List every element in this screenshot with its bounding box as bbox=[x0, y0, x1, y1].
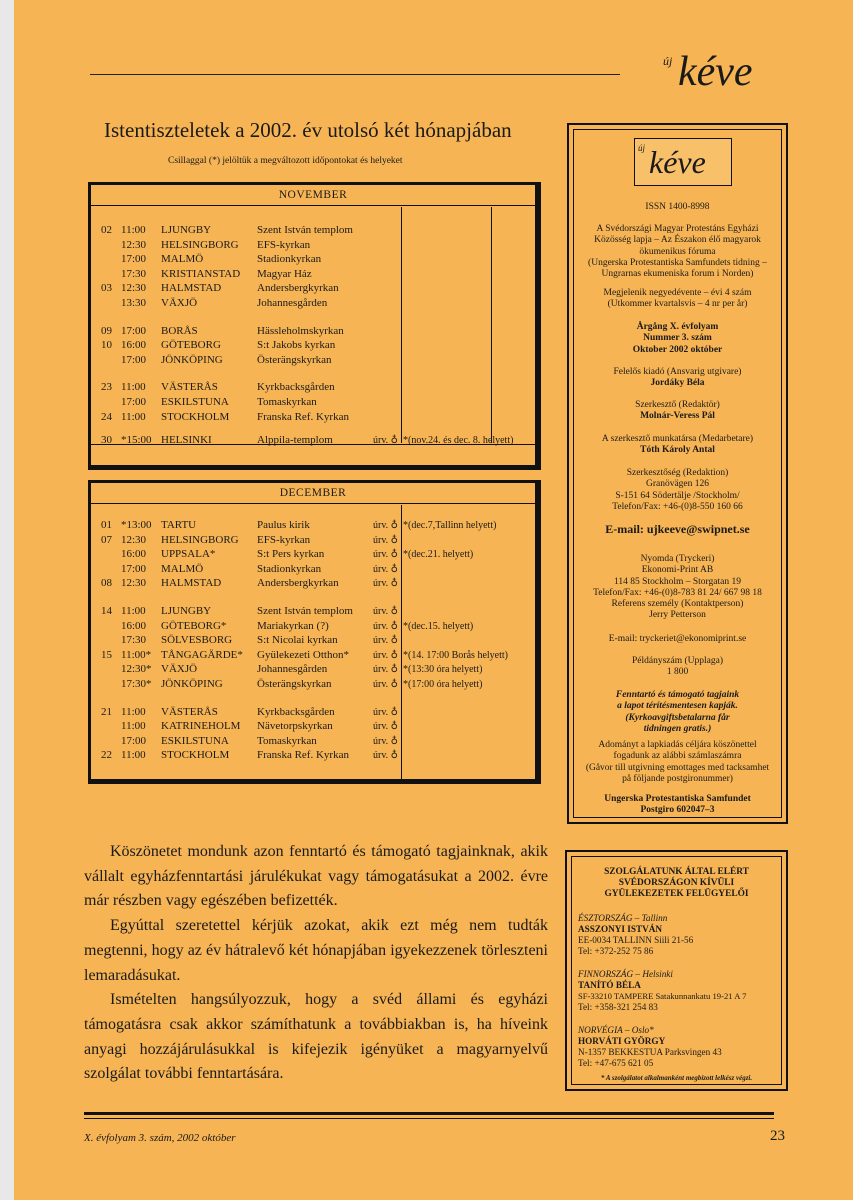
masthead-line: fogadunk az alábbi számlaszámra bbox=[613, 751, 742, 762]
row-time: 11:00 bbox=[121, 410, 146, 423]
masthead-line: S-151 64 Södertälje /Stockholm/ bbox=[615, 490, 740, 501]
row-place: Magyar Ház bbox=[257, 267, 312, 280]
row-time: 17:00 bbox=[121, 396, 147, 408]
row-place: EFS-kyrkan bbox=[257, 238, 311, 251]
row-place: S:t Nicolai kyrkan bbox=[257, 634, 338, 647]
schedule-row bbox=[91, 734, 535, 749]
masthead-line: tidningen gratis.) bbox=[643, 723, 712, 734]
footer-rule-thick bbox=[84, 1112, 774, 1115]
row-communion: úrv. ♁ bbox=[373, 620, 399, 632]
pastor-address: SF-33210 TAMPERE Satakunnankatu 19-21 A 7 bbox=[578, 991, 747, 1001]
row-place: Stadionkyrkan bbox=[257, 562, 322, 575]
row-time: 13:30 bbox=[121, 297, 147, 309]
masthead-line: a lapot térítésmentesen kapják. bbox=[617, 701, 738, 712]
row-note: *(dec.7,Tallinn helyett) bbox=[403, 520, 497, 531]
row-time: 16:00 bbox=[121, 619, 147, 632]
schedule-row bbox=[91, 533, 535, 548]
pastor-address: EE-0034 TALLINN Siili 21-56 bbox=[578, 935, 694, 945]
masthead-line: (Ungerska Protestantiska Samfundets tidning – bbox=[588, 257, 767, 268]
masthead-line: 114 85 Stockholm – Storgatan 19 bbox=[614, 576, 741, 587]
row-city: TARTU bbox=[161, 519, 197, 531]
masthead-description bbox=[574, 224, 781, 280]
row-time: 17:00 bbox=[121, 353, 147, 366]
row-time: 17:00 bbox=[121, 562, 147, 575]
row-place: Tomaskyrkan bbox=[257, 734, 317, 747]
footer-rule-thin bbox=[84, 1118, 774, 1119]
schedule-row bbox=[91, 252, 535, 267]
masthead-line: Molnár-Veress Pál bbox=[640, 411, 715, 422]
masthead-box bbox=[567, 123, 788, 824]
masthead-staff bbox=[574, 434, 781, 457]
printer-email[interactable]: E-mail: tryckeriet@ekonomiprint.se bbox=[608, 634, 747, 644]
row-note: *(dec.21. helyett) bbox=[403, 549, 474, 561]
row-time: 17:30 bbox=[121, 634, 147, 647]
pastors-heading-2: SVÉDORSZÁGON KÍVÜLI bbox=[618, 878, 735, 888]
row-city: HELSINGBORG bbox=[161, 238, 239, 251]
row-place: Alppila-templom bbox=[257, 434, 333, 447]
masthead-free-copy-note bbox=[574, 690, 781, 735]
pastors-heading-1: SZOLGÁLATUNK ÁLTAL ELÉRT bbox=[604, 867, 749, 877]
row-day: 21 bbox=[101, 705, 112, 718]
masthead-line: Telefon/Fax: +46-(0)8-550 160 66 bbox=[612, 501, 743, 512]
row-place: Stadionkyrkan bbox=[257, 253, 322, 266]
masthead-line: Årgång X. évfolyam bbox=[636, 322, 719, 332]
row-day: 10 bbox=[101, 339, 112, 352]
row-city: HELSINKI bbox=[161, 434, 212, 447]
pastors-box bbox=[565, 850, 788, 1091]
page-number: 23 bbox=[770, 1128, 785, 1144]
row-time: 11:00 bbox=[121, 720, 146, 733]
row-city: LJUNGBY bbox=[161, 605, 212, 617]
pastor-phone: Tel: +47-675 621 05 bbox=[578, 1058, 654, 1068]
country-estonia: ÉSZTORSZÁG – Tallinn bbox=[578, 913, 668, 923]
body-paragraph: Köszönetet mondunk azon fenntartó és támogató tagjainknak, akik vállalt egyházfenntartási járulékukat vagy támogatásukat a 2002. évre már részben vagy egészében befizették. bbox=[84, 843, 548, 910]
schedule-row bbox=[91, 380, 535, 395]
row-time: 17:00 bbox=[121, 324, 147, 337]
page-title: Istentiszteletek a 2002. év utolsó két hónapjában bbox=[104, 118, 512, 142]
schedule-row bbox=[91, 238, 535, 253]
logo-word: kéve bbox=[678, 49, 753, 95]
row-time: 12:30* bbox=[121, 663, 152, 676]
row-city: JÖNKÖPING bbox=[161, 678, 223, 690]
row-communion: úrv. ♁ bbox=[373, 679, 399, 690]
masthead-line: Referens személy (Kontaktperson) bbox=[611, 599, 744, 610]
body-paragraph: Ismételten hangsúlyozzuk, hogy a svéd állami és egyházi támogatásra csak akkor számíthatunk a továbbiakban is, ha híveink anyagi hozzájárulásukkal is kifejezik igényüket a magyarnyelvű szolgálat további fenntartására. bbox=[84, 991, 548, 1083]
masthead-line: Oktober 2002 október bbox=[632, 344, 723, 355]
row-communion: úrv. ♁ bbox=[373, 664, 399, 676]
masthead-line: Szerkesztőség (Redaktion) bbox=[626, 468, 729, 478]
masthead-line: Postgiro 602047–3 bbox=[640, 805, 715, 816]
row-time: 17:30* bbox=[121, 678, 152, 690]
masthead-donation bbox=[574, 740, 781, 785]
row-day: 01 bbox=[101, 519, 112, 531]
issn: ISSN 1400-8998 bbox=[645, 202, 710, 212]
schedule-row bbox=[91, 748, 535, 763]
schedule-row bbox=[91, 633, 535, 648]
schedule-row bbox=[91, 576, 535, 591]
masthead-frequency bbox=[574, 288, 781, 311]
row-city: HALMSTAD bbox=[161, 282, 222, 295]
pastor-name: ASSZONYI ISTVÁN bbox=[578, 924, 662, 934]
row-communion: úrv. ♁ bbox=[373, 721, 399, 733]
schedule-row bbox=[91, 562, 535, 577]
schedule-row bbox=[91, 338, 535, 353]
row-day: 24 bbox=[101, 410, 112, 423]
row-place: Andersbergkyrkan bbox=[257, 577, 339, 590]
header-rule bbox=[90, 74, 620, 75]
row-time: 11:00 bbox=[121, 224, 146, 236]
row-day: 03 bbox=[101, 282, 112, 295]
row-day: 07 bbox=[101, 533, 112, 546]
masthead-line: (Kyrkoavgiftsbetalarna får bbox=[625, 712, 730, 723]
masthead-line: Jerry Petterson bbox=[649, 610, 706, 621]
row-time: 16:00 bbox=[121, 339, 147, 352]
row-communion: úrv. ♁ bbox=[373, 435, 399, 447]
row-place: Franska Ref. Kyrkan bbox=[257, 410, 349, 423]
row-city: TÅNGAGÄRDE* bbox=[161, 648, 243, 661]
row-time: 11:00 bbox=[121, 705, 146, 718]
schedule-row bbox=[91, 662, 535, 677]
schedule-row bbox=[91, 353, 535, 368]
masthead-logo bbox=[634, 138, 732, 186]
masthead-line: Tóth Károly Antal bbox=[640, 445, 715, 456]
row-city: MALMÖ bbox=[161, 253, 204, 266]
row-note: *(dec.15. helyett) bbox=[403, 620, 474, 632]
pastors-heading-3: GYÜLEKEZETEK FELÜGYELŐI bbox=[604, 889, 749, 899]
row-place: Paulus kirik bbox=[257, 519, 310, 531]
footer-issue: X. évfolyam 3. szám, 2002 október bbox=[84, 1132, 236, 1144]
masthead-line: Ungerska Protestantiska Samfundet bbox=[604, 794, 751, 804]
schedule-row bbox=[91, 677, 535, 692]
row-communion: úrv. ♁ bbox=[373, 750, 399, 762]
row-time: 11:00 bbox=[121, 381, 146, 394]
page-subtitle: Csillaggal (*) jelöltük a megváltozott időpontokat és helyeket bbox=[168, 156, 403, 166]
row-time: 11:00 bbox=[121, 605, 146, 617]
row-place: Andersbergkyrkan bbox=[257, 282, 339, 295]
pastor-phone: Tel: +372-252 75 86 bbox=[578, 946, 654, 956]
row-place: Johannesgården bbox=[257, 297, 328, 309]
schedule-row bbox=[91, 296, 535, 311]
row-city: VÄXJÖ bbox=[161, 297, 198, 309]
row-place: Nävetorpskyrkan bbox=[257, 720, 333, 733]
row-place: Szent István templom bbox=[257, 605, 353, 617]
row-place: Hässleholmskyrkan bbox=[257, 324, 344, 337]
masthead-email[interactable]: E-mail: ujkeeve@swipnet.se bbox=[605, 522, 750, 536]
row-time: 16:00 bbox=[121, 548, 147, 561]
row-city: HELSINGBORG bbox=[161, 533, 239, 546]
masthead-printer bbox=[574, 554, 781, 622]
row-place: Mariakyrkan (?) bbox=[257, 619, 329, 632]
schedule-row bbox=[91, 223, 535, 238]
row-day: 08 bbox=[101, 577, 112, 590]
masthead-line: A Svédországi Magyar Protestáns Egyházi bbox=[596, 224, 759, 234]
row-communion: úrv. ♁ bbox=[373, 520, 399, 531]
row-city: GÖTEBORG bbox=[161, 339, 221, 352]
pastor-name: HORVÁTI GYÖRGY bbox=[578, 1036, 666, 1046]
masthead-line: Felelős kiadó (Ansvarig utgivare) bbox=[613, 367, 742, 377]
pastor-name: TANÍTÓ BÉLA bbox=[578, 980, 641, 990]
row-place: S:t Pers kyrkan bbox=[257, 548, 325, 561]
body-paragraph: Egyúttal szeretettel kérjük azokat, akik ezt még nem tudták megtenni, hogy az év hátralevő két hónapjában igyekezzenek törleszteni lemaradásukat. bbox=[84, 917, 548, 984]
row-city: SÖLVESBORG bbox=[161, 634, 233, 647]
row-day: 22 bbox=[101, 749, 112, 762]
row-place: Tomaskyrkan bbox=[257, 396, 317, 408]
row-time: 17:00 bbox=[121, 253, 147, 266]
masthead-line: (Utkommer kvartalsvis – 4 nr per år) bbox=[607, 299, 748, 310]
row-place: Österängskyrkan bbox=[257, 353, 332, 366]
row-time: 11:00* bbox=[121, 648, 152, 661]
row-note: *(13:30 óra helyett) bbox=[403, 664, 483, 676]
row-city: KATRINEHOLM bbox=[161, 720, 241, 733]
schedule-row bbox=[91, 619, 535, 634]
row-day: 14 bbox=[101, 605, 112, 617]
row-place: Gyülekezeti Otthon* bbox=[257, 648, 349, 661]
row-day: 09 bbox=[101, 324, 112, 337]
schedule-row bbox=[91, 547, 535, 562]
row-day: 02 bbox=[101, 224, 112, 236]
row-city: VÄSTERÅS bbox=[161, 381, 218, 394]
schedule-row bbox=[91, 719, 535, 734]
row-communion: úrv. ♁ bbox=[373, 563, 399, 575]
schedule-row bbox=[91, 648, 535, 663]
pastor-phone: Tel: +358-321 254 83 bbox=[578, 1002, 658, 1012]
masthead-line: 1 800 bbox=[666, 667, 689, 678]
row-city: STOCKHOLM bbox=[161, 749, 230, 762]
masthead-editor bbox=[574, 400, 781, 423]
row-communion: úrv. ♁ bbox=[373, 735, 399, 747]
masthead-line: Telefon/Fax: +46-(0)8-783 81 24/ 667 98 18 bbox=[593, 587, 762, 598]
masthead-logo-prefix: új bbox=[638, 143, 646, 153]
masthead-line: Közösség lapja – Az Északon élő magyarok bbox=[594, 235, 761, 246]
november-schedule-table bbox=[88, 182, 541, 470]
row-city: HALMSTAD bbox=[161, 577, 222, 590]
row-communion: úrv. ♁ bbox=[373, 606, 399, 617]
row-place: S:t Jakobs kyrkan bbox=[257, 339, 336, 352]
masthead-line: på följande postgironummer) bbox=[622, 773, 733, 784]
row-city: STOCKHOLM bbox=[161, 410, 230, 423]
row-city: ESKILSTUNA bbox=[161, 396, 229, 408]
schedule-row bbox=[91, 395, 535, 410]
masthead-line: Példányszám (Upplaga) bbox=[631, 656, 723, 666]
row-place: EFS-kyrkan bbox=[257, 533, 311, 546]
masthead-giro bbox=[574, 794, 781, 817]
masthead-line: Nummer 3. szám bbox=[643, 333, 712, 344]
row-day: 15 bbox=[101, 648, 112, 661]
december-heading: DECEMBER bbox=[91, 483, 535, 504]
schedule-row bbox=[91, 281, 535, 296]
pastors-inner-border bbox=[571, 856, 782, 1085]
schedule-row bbox=[91, 324, 535, 339]
row-place: Szent István templom bbox=[257, 224, 353, 236]
row-city: UPPSALA* bbox=[161, 548, 216, 561]
masthead-publisher bbox=[574, 367, 781, 390]
november-heading: NOVEMBER bbox=[91, 185, 535, 206]
row-city: LJUNGBY bbox=[161, 224, 212, 236]
schedule-row bbox=[91, 410, 535, 425]
row-city: KRISTIANSTAD bbox=[161, 267, 241, 280]
row-time: 12:30 bbox=[121, 577, 147, 590]
masthead-inner-border bbox=[573, 129, 782, 818]
schedule-row bbox=[91, 267, 535, 282]
row-time: *13:00 bbox=[121, 519, 152, 531]
row-time: 12:30 bbox=[121, 282, 147, 295]
row-city: VÄSTERÅS bbox=[161, 705, 218, 718]
row-place: Kyrkbacksgården bbox=[257, 705, 335, 718]
masthead-line: Megjelenik negyedévente – évi 4 szám bbox=[603, 288, 752, 298]
masthead-line: Adományt a lapkiadás céljára köszönettel bbox=[598, 740, 757, 750]
row-time: 12:30 bbox=[121, 533, 147, 546]
masthead-copies bbox=[574, 656, 781, 679]
schedule-row bbox=[91, 705, 535, 720]
country-norway: NORVÉGIA – Oslo* bbox=[578, 1025, 654, 1035]
row-time: *15:00 bbox=[121, 434, 152, 447]
masthead-line: Ekonomi-Print AB bbox=[641, 565, 714, 576]
row-city: BORÅS bbox=[161, 324, 198, 337]
row-city: VÄXJÖ bbox=[161, 663, 198, 676]
country-finland: FINNORSZÁG – Helsinki bbox=[578, 969, 673, 979]
row-note: *(14. 17:00 Borås helyett) bbox=[403, 649, 508, 661]
pastor-address: N-1357 BEKKESTUA Parksvingen 43 bbox=[578, 1047, 722, 1057]
masthead-line: Jordáky Béla bbox=[650, 378, 705, 389]
pastors-footnote: * A szolgálatot alkalmanként megbízott lelkész végzi. bbox=[600, 1074, 753, 1082]
row-place: Kyrkbacksgården bbox=[257, 381, 335, 394]
masthead-line: Ungrarnas ekumeniska forum i Norden) bbox=[601, 269, 754, 280]
row-city: JÖNKÖPING bbox=[161, 353, 223, 366]
row-place: Johannesgården bbox=[257, 663, 328, 676]
row-city: ESKILSTUNA bbox=[161, 734, 229, 747]
row-time: 12:30 bbox=[121, 238, 147, 251]
row-communion: úrv. ♁ bbox=[373, 534, 399, 546]
row-time: 11:00 bbox=[121, 749, 146, 762]
row-note: *(17:00 óra helyett) bbox=[403, 679, 483, 690]
row-time: 17:00 bbox=[121, 734, 147, 747]
logo-prefix: új bbox=[663, 54, 673, 68]
masthead-line: Granövägen 126 bbox=[645, 479, 710, 490]
row-communion: úrv. ♁ bbox=[373, 635, 399, 647]
masthead-line: Szerkesztő (Redaktör) bbox=[635, 400, 720, 410]
row-time: 17:30 bbox=[121, 267, 147, 280]
masthead-issue bbox=[574, 322, 781, 356]
schedule-row bbox=[91, 518, 535, 533]
schedule-row bbox=[91, 604, 535, 619]
december-schedule-table bbox=[88, 480, 541, 784]
row-communion: úrv. ♁ bbox=[373, 706, 399, 718]
row-communion: úrv. ♁ bbox=[373, 649, 399, 661]
masthead-office bbox=[574, 468, 781, 513]
masthead-line: A szerkesztő munkatársa (Medarbetare) bbox=[601, 434, 754, 444]
schedule-row bbox=[91, 433, 535, 448]
row-day: 23 bbox=[101, 381, 112, 394]
masthead-line: Nyomda (Tryckeri) bbox=[640, 554, 715, 564]
row-city: GÖTEBORG* bbox=[161, 619, 227, 632]
masthead-line: Fenntartó és támogató tagjaink bbox=[615, 690, 740, 700]
masthead-logo-word: kéve bbox=[649, 144, 706, 180]
masthead-line: (Gåvor till utgivning emottages med tacksamhet bbox=[585, 762, 770, 773]
row-city: MALMÖ bbox=[161, 562, 204, 575]
body-text bbox=[84, 840, 548, 1087]
row-place: Franska Ref. Kyrkan bbox=[257, 749, 349, 762]
row-day: 30 bbox=[101, 434, 112, 447]
row-communion: úrv. ♁ bbox=[373, 549, 399, 561]
row-note: *(nov.24. és dec. 8. helyett) bbox=[403, 435, 514, 447]
row-communion: úrv. ♁ bbox=[373, 578, 399, 590]
row-place: Österängskyrkan bbox=[257, 678, 332, 690]
masthead-line: ökumenikus fóruma bbox=[639, 246, 716, 257]
